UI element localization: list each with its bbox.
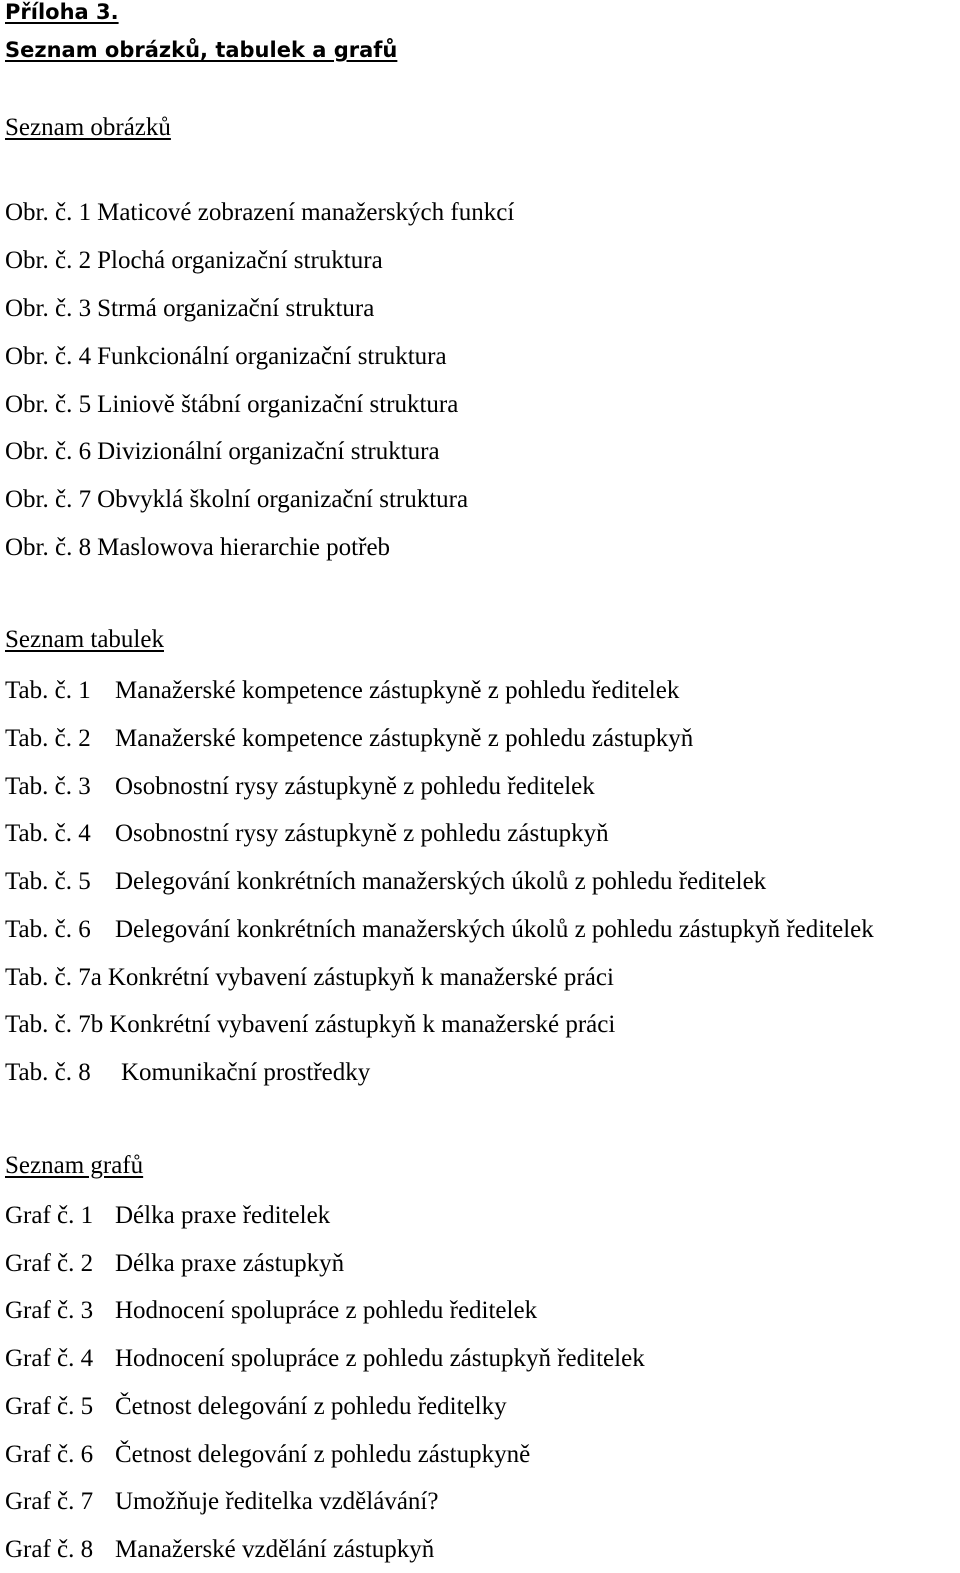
graph-code: Graf č. 2 <box>5 1250 94 1277</box>
graph-item <box>5 1535 434 1565</box>
table-code: Tab. č. 3 <box>5 773 91 800</box>
figure-label: Divizionální organizační struktura <box>97 438 440 465</box>
figure-item <box>5 437 440 467</box>
table-label: Osobnostní rysy zástupkyně z pohledu zástupkyň <box>115 820 609 847</box>
graph-code: Graf č. 3 <box>5 1297 94 1324</box>
graph-label: Umožňuje ředitelka vzdělávání? <box>115 1488 439 1515</box>
figure-code: Obr. č. 3 <box>5 295 92 322</box>
graph-item <box>5 1296 537 1326</box>
table-code: Tab. č. 8 <box>5 1059 91 1086</box>
graph-code: Graf č. 5 <box>5 1393 94 1420</box>
graph-code: Graf č. 4 <box>5 1345 94 1372</box>
figure-item <box>5 533 390 563</box>
graphs-section-title: Seznam grafů <box>5 1152 144 1179</box>
figure-code: Obr. č. 2 <box>5 247 92 274</box>
table-code: Tab. č. 6 <box>5 916 91 943</box>
appendix-heading: Příloha 3. <box>5 0 119 24</box>
graph-label: Délka praxe ředitelek <box>115 1202 331 1229</box>
table-item <box>5 1010 615 1040</box>
table-item <box>5 867 766 897</box>
table-label: Osobnostní rysy zástupkyně z pohledu ředitelek <box>115 773 595 800</box>
table-item <box>5 676 679 706</box>
figure-label: Plochá organizační struktura <box>97 247 383 274</box>
figures-section-title: Seznam obrázků <box>5 114 171 141</box>
table-item <box>5 963 614 993</box>
document-title: Seznam obrázků, tabulek a grafů <box>5 38 398 62</box>
figure-label: Maticové zobrazení manažerských funkcí <box>97 199 515 226</box>
figure-code: Obr. č. 1 <box>5 199 92 226</box>
graph-label: Délka praxe zástupkyň <box>115 1250 345 1277</box>
figure-item <box>5 485 468 515</box>
table-label: Delegování konkrétních manažerských úkolů z pohledu ředitelek <box>115 868 767 895</box>
graph-item <box>5 1487 438 1517</box>
graph-code: Graf č. 6 <box>5 1441 94 1468</box>
table-code: Tab. č. 7a <box>5 964 102 991</box>
graph-label: Hodnocení spolupráce z pohledu zástupkyň ředitelek <box>115 1345 645 1372</box>
graph-code: Graf č. 8 <box>5 1536 94 1563</box>
graph-item <box>5 1344 645 1374</box>
tables-section-title: Seznam tabulek <box>5 626 164 653</box>
figure-code: Obr. č. 4 <box>5 343 92 370</box>
figure-label: Strmá organizační struktura <box>97 295 375 322</box>
graph-label: Četnost delegování z pohledu ředitelky <box>115 1393 507 1420</box>
figure-label: Maslowova hierarchie potřeb <box>97 534 391 561</box>
figure-item <box>5 198 514 228</box>
table-item <box>5 819 609 849</box>
table-code: Tab. č. 2 <box>5 725 91 752</box>
figure-item <box>5 342 447 372</box>
table-label: Komunikační prostředky <box>121 1059 371 1086</box>
figure-code: Obr. č. 6 <box>5 438 92 465</box>
graph-code: Graf č. 7 <box>5 1488 94 1515</box>
table-label: Konkrétní vybavení zástupkyň k manažerské práci <box>109 1011 616 1038</box>
table-label: Konkrétní vybavení zástupkyň k manažerské práci <box>107 964 614 991</box>
graph-item <box>5 1201 330 1231</box>
table-code: Tab. č. 1 <box>5 677 91 704</box>
figure-code: Obr. č. 5 <box>5 391 92 418</box>
figure-item <box>5 246 383 276</box>
table-label: Delegování konkrétních manažerských úkolů z pohledu zástupkyň ředitelek <box>115 916 874 943</box>
figure-code: Obr. č. 7 <box>5 486 92 513</box>
figure-label: Obvyklá školní organizační struktura <box>97 486 469 513</box>
graph-item <box>5 1249 344 1279</box>
graph-item <box>5 1440 530 1470</box>
graph-label: Hodnocení spolupráce z pohledu ředitelek <box>115 1297 538 1324</box>
figure-item <box>5 294 374 324</box>
table-code: Tab. č. 7b <box>5 1011 104 1038</box>
graph-code: Graf č. 1 <box>5 1202 94 1229</box>
table-item <box>5 1058 370 1088</box>
graph-item <box>5 1392 507 1422</box>
table-item <box>5 772 595 802</box>
figure-label: Funkcionální organizační struktura <box>97 343 447 370</box>
table-item <box>5 724 693 754</box>
table-item <box>5 915 874 945</box>
table-label: Manažerské kompetence zástupkyně z pohledu zástupkyň <box>115 725 694 752</box>
graph-label: Manažerské vzdělání zástupkyň <box>115 1536 435 1563</box>
table-code: Tab. č. 4 <box>5 820 91 847</box>
table-label: Manažerské kompetence zástupkyně z pohledu ředitelek <box>115 677 680 704</box>
graph-label: Četnost delegování z pohledu zástupkyně <box>115 1441 531 1468</box>
figure-code: Obr. č. 8 <box>5 534 92 561</box>
figure-label: Liniově štábní organizační struktura <box>97 391 459 418</box>
figure-item <box>5 390 458 420</box>
table-code: Tab. č. 5 <box>5 868 91 895</box>
